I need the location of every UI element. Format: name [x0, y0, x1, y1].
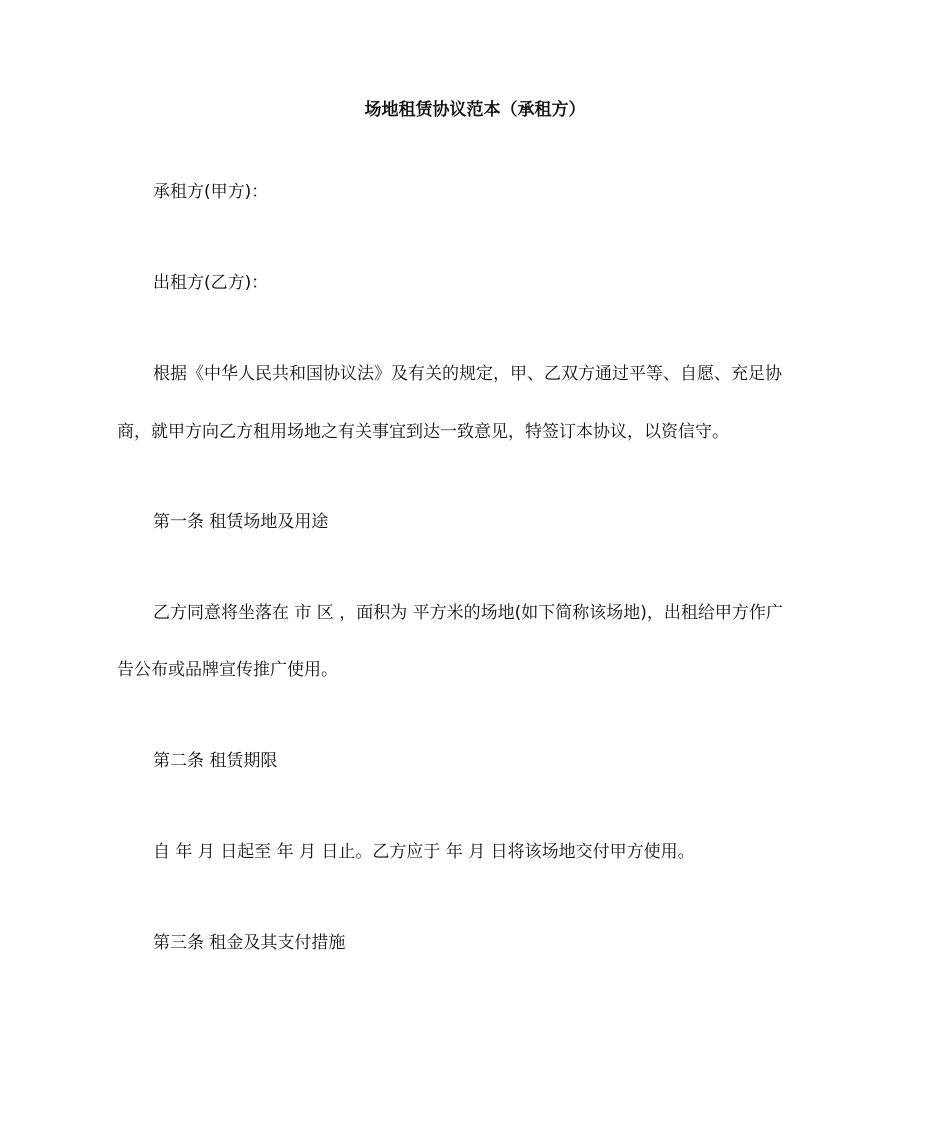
article-1-heading: 第一条 租赁场地及用途 [153, 512, 329, 532]
article-1-line-2: 告公布或品牌宣传推广使用。 [117, 660, 338, 680]
article-2-line-1: 自 年 月 日起至 年 月 日止。乙方应于 年 月 日将该场地交付甲方使用。 [153, 842, 695, 862]
document-title: 场地租赁协议范本（承租方） [364, 100, 586, 120]
party-a-label: 承租方(甲方)： [153, 182, 269, 202]
preamble-line-2: 商，就甲方向乙方租用场地之有关事宜到达一致意见，特签订本协议，以资信守。 [117, 422, 729, 442]
article-1-line-1: 乙方同意将坐落在 市 区 ，面积为 平方米的场地(如下简称该场地)，出租给甲方作广 [153, 603, 783, 623]
preamble-line-1: 根据《中华人民共和国协议法》及有关的规定，甲、乙双方通过平等、自愿、充足协 [153, 364, 782, 384]
article-2-heading: 第二条 租赁期限 [153, 751, 278, 771]
article-3-heading: 第三条 租金及其支付措施 [153, 933, 346, 953]
party-b-label: 出租方(乙方)： [153, 273, 269, 293]
